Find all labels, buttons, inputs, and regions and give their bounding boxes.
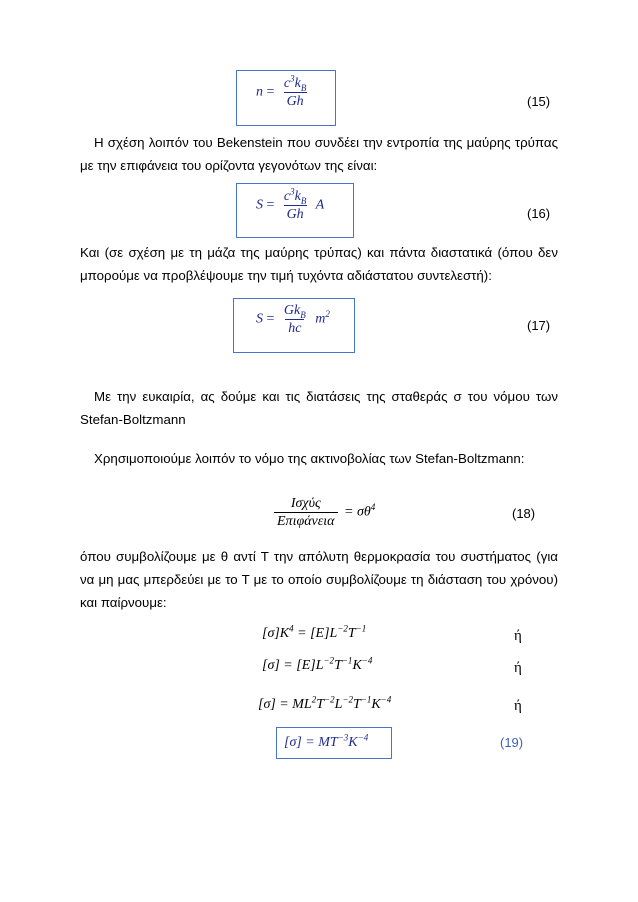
eq19a-lhs: [σ]K [262, 626, 290, 641]
eq15-den: Gh [284, 92, 307, 109]
eq19c-sup3: −2 [342, 694, 353, 705]
eq19b-k: K [352, 658, 362, 673]
eq19c-sup4: −1 [360, 694, 372, 705]
equation-19d [284, 732, 369, 751]
eq16-fraction [281, 186, 309, 222]
eq16-lhs: S [256, 197, 263, 213]
eq16-num-sup: 3 [290, 186, 295, 197]
eq19c-k: K [371, 697, 381, 712]
eq19c-lhs: [σ] = ML [258, 697, 312, 712]
eq19b-sup3: −4 [361, 655, 373, 666]
equation-19b [262, 655, 373, 674]
paragraph-stefan-intro: Με την ευκαιρία, ας δούμε και τις διατάσεις της σταθεράς σ του νόμου των Stefan-Boltzmann [80, 389, 558, 427]
eq19c-t2: T [352, 697, 361, 712]
eq19d-sup1: −3 [337, 732, 349, 743]
eq19a-sup2: −2 [337, 623, 348, 634]
eq19c-t1: T [316, 697, 324, 712]
equation-18 [271, 496, 375, 529]
equation-15-number: (15) [527, 94, 551, 109]
equation-17 [256, 303, 330, 336]
equation-16-number: (16) [527, 206, 551, 221]
eq19c-sup2: −2 [324, 694, 335, 705]
equation-16 [256, 186, 325, 222]
eq19b-or: ή [514, 660, 522, 676]
eq19b-sup2: −1 [341, 655, 353, 666]
eq18-rhs: = σθ [344, 504, 371, 520]
eq19a-t: T [347, 626, 356, 641]
eq15-equals: = [266, 84, 275, 100]
eq16-area: A [315, 197, 325, 213]
equation-15 [256, 73, 312, 109]
eq16-den: Gh [284, 205, 307, 222]
eq19a-sup1: 4 [289, 623, 294, 634]
eq19a-mid: = [E]L [293, 626, 338, 641]
eq15-fraction [281, 73, 309, 109]
eq15-num-sub: B [300, 82, 307, 93]
equation-19c [258, 694, 392, 713]
paragraph-mass-relation: Και (σε σχέση με τη μάζα της μαύρης τρύπας) και πάντα διαστατικά (όπου δεν μπορούμε να προβλέψουμε την τιμή τυχόντα αδιάστατου συντελεστή): [80, 245, 558, 283]
eq18-fraction [274, 496, 338, 529]
eq15-num-c: c [283, 76, 291, 91]
eq15-lhs: n [256, 84, 263, 100]
eq19b-sup1: −2 [323, 655, 335, 666]
eq19a-sup3: −1 [355, 623, 367, 634]
eq17-den: hc [285, 319, 304, 336]
eq15-num-k: k [294, 76, 301, 91]
eq19c-or: ή [514, 698, 522, 714]
eq17-fraction [281, 303, 309, 336]
equation-18-number: (18) [512, 506, 536, 521]
eq16-num-sub: B [300, 195, 307, 206]
equation-19-number: (19) [500, 735, 524, 750]
eq18-den: Επιφάνεια [274, 512, 338, 529]
eq17-mass: m [315, 311, 326, 327]
eq17-num: Gk [283, 303, 301, 318]
eq19b-lhs: [σ] = [E]L [262, 658, 324, 673]
eq19d-k: K [348, 735, 358, 750]
eq17-equals: = [266, 311, 275, 327]
eq19b-t: T [334, 658, 342, 673]
equation-19a [262, 623, 367, 642]
eq18-num: Ισχύς [290, 496, 321, 511]
eq19c-sup5: −4 [380, 694, 392, 705]
eq17-num-sub: B [300, 309, 306, 320]
eq17-lhs: S [256, 311, 263, 327]
eq19d-lhs: [σ] = MT [284, 735, 338, 750]
eq16-equals: = [266, 197, 275, 213]
eq18-rhs-sup: 4 [370, 502, 376, 513]
eq19a-or: ή [514, 628, 522, 644]
paragraph-bekenstein: Η σχέση λοιπόν του Bekenstein που συνδέει την εντροπία της μαύρης τρύπας με την επιφάνεια του ορίζοντα γεγονότων της είναι: [80, 135, 558, 173]
paragraph-theta-note: όπου συμβολίζουμε με θ αντί Τ την απόλυτη θερμοκρασία του συστήματος (για να μη μας μπερδεύει με το Τ με το οποίο συμβολίζουμε τη διάσταση του χρόνου) και παίρνουμε: [80, 549, 558, 610]
eq19c-l: L [334, 697, 343, 712]
eq19c-sup1: 2 [311, 694, 317, 705]
eq16-num-c: c [283, 189, 291, 204]
eq15-num-sup: 3 [290, 73, 295, 84]
eq19d-sup2: −4 [357, 732, 369, 743]
eq16-num-k: k [294, 189, 301, 204]
eq17-mass-sup: 2 [325, 309, 330, 320]
paragraph-stefan-law: Χρησιμοποιούμε λοιπόν το νόμο της ακτινοβολίας των Stefan-Boltzmann: [94, 451, 525, 466]
equation-17-number: (17) [527, 318, 551, 333]
